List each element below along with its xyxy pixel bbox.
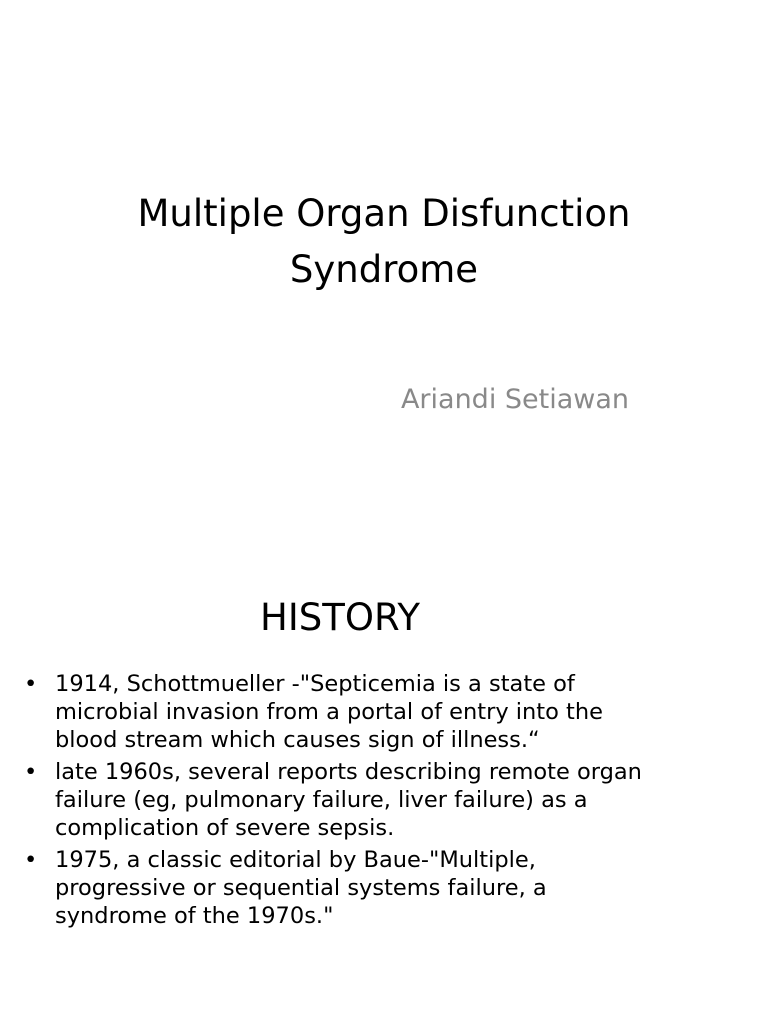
bullet-line: microbial invasion from a portal of entry into the bbox=[55, 699, 603, 725]
bullet-line: progressive or sequential systems failure, a bbox=[55, 875, 547, 901]
bullet-item-2 bbox=[24, 758, 744, 842]
bullet-line: 1914, Schottmueller -"Septicemia is a state of bbox=[55, 671, 575, 697]
bullet-icon: • bbox=[24, 671, 38, 697]
history-bullet-list bbox=[24, 670, 744, 934]
bullet-icon: • bbox=[24, 759, 38, 785]
section-title: HISTORY bbox=[260, 596, 420, 639]
bullet-line: 1975, a classic editorial by Baue-"Multiple, bbox=[55, 847, 536, 873]
bullet-line: syndrome of the 1970s." bbox=[55, 903, 334, 929]
bullet-icon: • bbox=[24, 847, 38, 873]
bullet-line: late 1960s, several reports describing remote organ bbox=[55, 759, 642, 785]
title-line-1: Multiple Organ Disfunction bbox=[137, 192, 631, 235]
author-name: Ariandi Setiawan bbox=[400, 384, 630, 415]
bullet-item-1 bbox=[24, 670, 744, 754]
bullet-line: blood stream which causes sign of illness.“ bbox=[55, 727, 540, 753]
bullet-item-3 bbox=[24, 846, 744, 930]
title-line-2: Syndrome bbox=[289, 248, 479, 291]
presentation-title bbox=[64, 186, 704, 298]
history-slide bbox=[0, 512, 768, 1024]
bullet-line: failure (eg, pulmonary failure, liver failure) as a bbox=[55, 787, 588, 813]
bullet-line: complication of severe sepsis. bbox=[55, 815, 395, 841]
